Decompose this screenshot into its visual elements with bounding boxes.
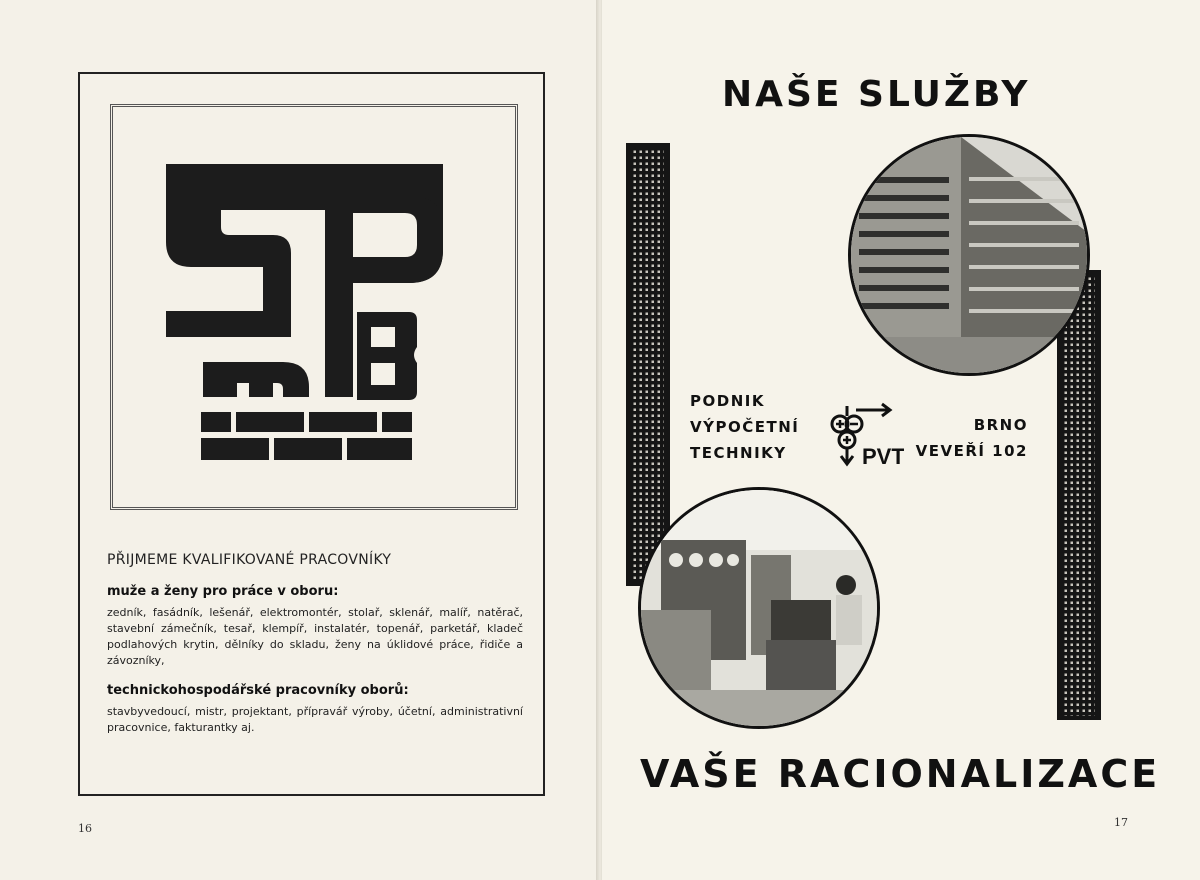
job-ad-box: [78, 72, 545, 796]
address-city: BRNO: [973, 416, 1028, 434]
punch-strip-right: [1057, 270, 1101, 720]
pvt-logo-icon: [826, 398, 904, 468]
punch-holes-left: [626, 143, 670, 586]
computer-room-photo-circle: [638, 487, 880, 729]
building-photo-circle: [848, 134, 1090, 376]
page-number-right: 17: [1114, 816, 1128, 829]
punch-holes-right: [1057, 270, 1101, 720]
title-bottom: VAŠE RACIONALIZACE: [640, 752, 1161, 796]
section2-title: technickohospodářské pracovníky oborů:: [107, 683, 409, 698]
ad-text: [107, 552, 523, 750]
address-street: VEVEŘÍ 102: [915, 442, 1028, 460]
section1-body: zedník, fasádník, lešenář, elektromontér, stolař, sklenář, malíř, natěrač, stavební zámečník, tesař, klempíř, instalatér, topenář, parketář, kladeč podlahových krytin, dělníky do skladu, ženy na úklidové práce, řidiče a závozníky,: [107, 606, 523, 667]
title-top: NAŠE SLUŽBY: [722, 74, 1031, 115]
company-line-1: PODNIK: [690, 392, 765, 410]
spmb-logo-icon: [113, 107, 515, 507]
address: [915, 412, 1028, 464]
page-number-left: 16: [78, 822, 92, 835]
computer-room-icon: [641, 490, 877, 726]
company-line-3: TECHNIKY: [690, 444, 787, 462]
pvt-logo: [826, 398, 904, 468]
section1-title: muže a ženy pro práce v oboru:: [107, 584, 339, 599]
ad-headline: PŘIJMEME KVALIFIKOVANÉ PRACOVNÍKY: [107, 552, 392, 568]
company-name: [690, 388, 799, 466]
left-page: [0, 0, 598, 880]
section2-body: stavbyvedoucí, mistr, projektant, přípravář výroby, účetní, administrativní pracovnice, fakturantky aj.: [107, 705, 523, 734]
pvt-logo-text: PVT: [862, 444, 904, 468]
logo-frame: [110, 104, 518, 510]
punch-strip-left: [626, 143, 670, 586]
office-building-icon: [851, 137, 1087, 373]
right-page: [602, 0, 1200, 880]
company-line-2: VÝPOČETNÍ: [690, 418, 800, 436]
